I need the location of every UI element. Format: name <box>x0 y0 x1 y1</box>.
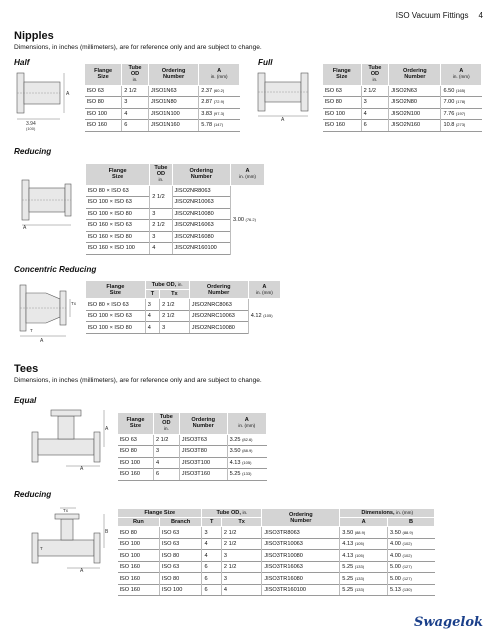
table-row: ISO 63 2 1/2 JISO3T63 3.25 (82.6) <box>118 434 267 446</box>
concentric-reducer-table <box>85 280 281 334</box>
col-flange: Flange Size <box>118 413 154 435</box>
col-b: B <box>388 518 435 527</box>
table-row: ISO 100 ISO 63 4 2 1/2 JISO3TR10063 4.13 (105) 4.00 (102) <box>118 538 435 550</box>
reducing-tee-table <box>117 508 435 596</box>
table-row: ISO 100 ISO 80 4 3 JISO3TR10080 4.13 (105) 4.00 (102) <box>118 550 435 562</box>
col-ordering: Ordering Number <box>148 64 198 86</box>
equal-tee-dim-a-horiz: A <box>80 466 84 472</box>
brand-logo: Swagelok <box>414 615 483 630</box>
half-dim-len: 3.94 <box>26 121 36 127</box>
table-row: ISO 160 × ISO 80 3 JISO2NR16080 <box>86 231 265 243</box>
col-branch: Branch <box>159 518 202 527</box>
table-header-row <box>86 164 265 186</box>
table-row: ISO 160 6 JISO3T160 5.25 (133) <box>118 469 267 481</box>
reducing-nipple-table <box>85 163 265 255</box>
table-row: ISO 100 × ISO 80 4 3 JISO2NRC10080 <box>86 322 281 334</box>
table-row: ISO 160 × ISO 63 2 1/2 JISO2NR16063 <box>86 220 265 232</box>
col-run: Run <box>118 518 160 527</box>
table-row: ISO 160 × ISO 100 4 JISO2NR160100 <box>86 243 265 255</box>
table-header-row <box>118 509 435 518</box>
reducing-label: Reducing <box>14 147 52 156</box>
equal-tee-dim-a-vert: A <box>105 426 109 432</box>
reducing-nipple-drawing <box>20 178 80 234</box>
concentric-dim-tx: Tx <box>71 301 76 306</box>
col-tx: Tx <box>221 518 261 527</box>
col-tube: Tube OD in. <box>361 64 389 86</box>
table-row: ISO 80 3 JISO2N80 7.00 (178) <box>323 97 482 109</box>
half-label: Half <box>14 58 30 67</box>
col-a: A in. (mm) <box>227 413 266 435</box>
concentric-dim-a: A <box>40 338 44 344</box>
table-row: ISO 80 × ISO 63 2 1/2 JISO2NR8063 3.00 (76.2) <box>86 185 265 197</box>
reducing-tee-drawing <box>30 505 110 573</box>
table-row: ISO 100 × ISO 80 3 JISO2NR10080 <box>86 208 265 220</box>
table-row: ISO 160 ISO 63 6 2 1/2 JISO3TR16063 5.25 (133) 5.00 (127) <box>118 561 435 573</box>
reducing-tee-dim-a: A <box>80 568 84 574</box>
tees-note: Dimensions, in inches (millimeters), are for reference only and are subject to change. <box>14 377 262 384</box>
col-a: A in. (mm) <box>441 64 482 86</box>
reducing-dim-a: A <box>23 225 27 231</box>
reducing-tee-label: Reducing <box>14 490 52 499</box>
table-row: ISO 160 6 JISO1N160 5.78 (147) <box>85 120 240 132</box>
col-dimensions: Dimensions, in. (mm) <box>340 509 435 518</box>
col-ordering: Ordering Number <box>189 281 248 299</box>
table-header-row <box>118 413 267 435</box>
col-ordering: Ordering Number <box>262 509 340 527</box>
table-row: ISO 160 ISO 100 6 4 JISO3TR160100 5.25 (133) 5.13 (130) <box>118 584 435 596</box>
table-row: ISO 100 4 JISO1N100 3.83 (97.3) <box>85 108 240 120</box>
full-nipple-table <box>322 63 482 132</box>
equal-tee-drawing <box>30 408 108 470</box>
col-ordering: Ordering Number <box>389 64 441 86</box>
col-t: T <box>202 518 221 527</box>
table-row: ISO 80 × ISO 63 3 2 1/2 JISO2NRC8063 4.12 (105) <box>86 299 281 311</box>
col-tube: Tube OD in. <box>153 413 179 435</box>
half-dim-a: A <box>66 91 70 97</box>
half-nipple-table <box>84 63 240 132</box>
col-tube: Tube OD in. <box>122 64 149 86</box>
equal-tee-label: Equal <box>14 396 37 405</box>
col-flange: Flange Size <box>86 164 150 186</box>
col-tube: Tube OD, in. <box>145 281 189 290</box>
table-row: ISO 63 2 1/2 JISO1N63 2.37 (60.2) <box>85 85 240 97</box>
col-a: A in. (mm) <box>231 164 265 186</box>
col-tube: Tube OD, in. <box>202 509 262 518</box>
full-label: Full <box>258 58 273 67</box>
equal-tee-table <box>117 412 267 481</box>
table-row: ISO 160 ISO 80 6 3 JISO3TR16080 5.25 (133) 5.00 (127) <box>118 573 435 585</box>
col-a: A in. (mm) <box>199 64 240 86</box>
col-flange: Flange Size <box>85 64 122 86</box>
concentric-dim-t: T <box>30 328 33 333</box>
table-header-row <box>86 281 281 290</box>
table-row: ISO 100 × ISO 63 4 2 1/2 JISO2NRC10063 <box>86 310 281 322</box>
table-row: ISO 63 2 1/2 JISO2N63 6.50 (165) <box>323 85 482 97</box>
reducing-tee-dim-b: B <box>105 529 109 535</box>
table-row: ISO 100 4 JISO2N100 7.76 (197) <box>323 108 482 120</box>
concentric-label: Concentric Reducing <box>14 265 97 274</box>
table-header-row <box>323 64 482 86</box>
table-row: ISO 80 ISO 63 3 2 1/2 JISO3TR8063 3.50 (88.9) 3.50 (88.9) <box>118 527 435 539</box>
table-row: ISO 80 3 JISO1N80 2.87 (72.9) <box>85 97 240 109</box>
col-t: T <box>145 290 159 299</box>
col-tx: Tx <box>160 290 190 299</box>
col-flange: Flange Size <box>86 281 146 299</box>
table-row: ISO 100 × ISO 63 JISO2NR10063 <box>86 197 265 209</box>
nipples-note: Dimensions, in inches (millimeters), are for reference only and are subject to change. <box>14 44 262 51</box>
col-flange: Flange Size <box>323 64 362 86</box>
half-nipple-drawing <box>14 70 74 130</box>
section-title-nipples: Nipples <box>14 30 54 42</box>
col-ordering: Ordering Number <box>179 413 227 435</box>
full-nipple-drawing <box>256 70 314 122</box>
half-dim-len-mm: (100) <box>26 126 36 131</box>
concentric-reducer-drawing <box>18 283 80 343</box>
table-row: ISO 80 3 JISO3T80 3.50 (88.9) <box>118 446 267 458</box>
page-number: 4 <box>478 11 483 20</box>
page-header <box>396 11 483 20</box>
col-tube: Tube OD in. <box>150 164 172 186</box>
reducing-tee-dim-tx: Tx <box>63 508 68 513</box>
table-row: ISO 100 4 JISO3T100 4.13 (105) <box>118 457 267 469</box>
table-row: ISO 160 6 JISO2N160 10.8 (273) <box>323 120 482 132</box>
col-ordering: Ordering Number <box>172 164 231 186</box>
doc-title: ISO Vacuum Fittings <box>395 11 469 20</box>
col-flange-size: Flange Size <box>118 509 202 518</box>
reducing-tee-dim-t: T <box>40 546 43 551</box>
col-a: A <box>340 518 388 527</box>
table-header-row <box>85 64 240 86</box>
col-a: A in. (mm) <box>248 281 280 299</box>
full-dim-a: A <box>281 117 285 123</box>
section-title-tees: Tees <box>14 363 39 375</box>
